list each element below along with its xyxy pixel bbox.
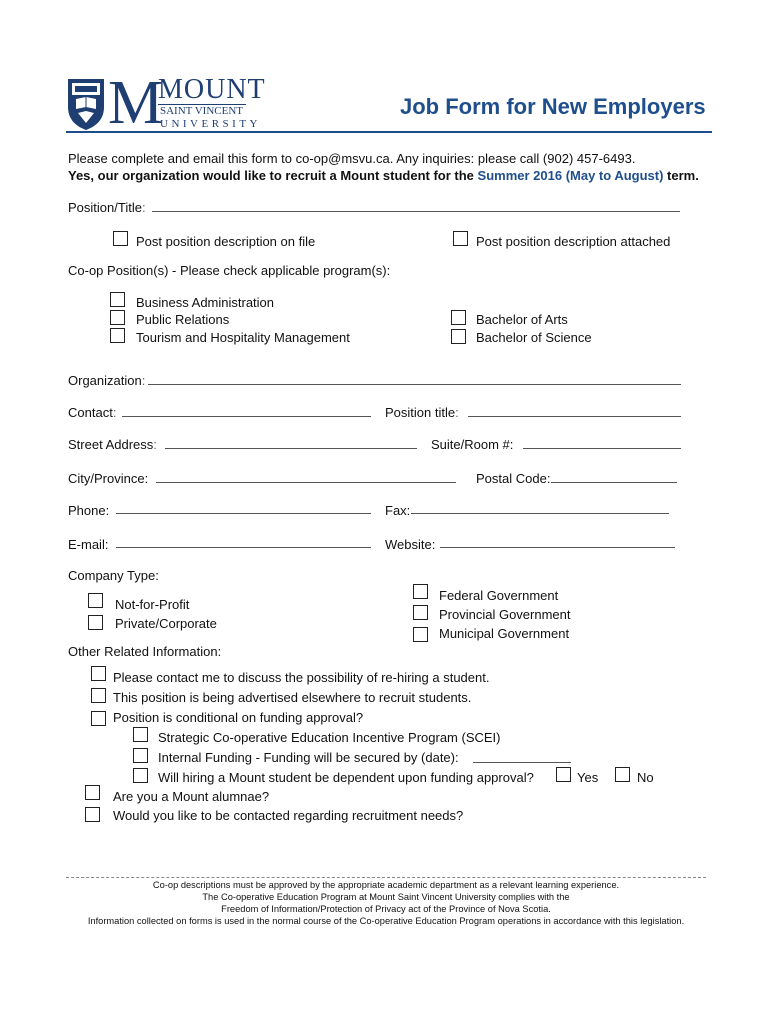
intro-line-2: Yes, our organization would like to recruit a Mount student for the Summer 2016 (May to August) term. bbox=[68, 168, 699, 183]
municipal-gov-checkbox[interactable] bbox=[413, 627, 428, 642]
program-ba-checkbox[interactable] bbox=[451, 310, 466, 325]
position-on-file-checkbox[interactable] bbox=[113, 231, 128, 246]
title-rule bbox=[66, 131, 712, 133]
program-pr-checkbox[interactable] bbox=[110, 310, 125, 325]
postal-code-field[interactable] bbox=[551, 482, 677, 483]
programs-heading: Co-op Position(s) - Please check applicable program(s): bbox=[68, 263, 391, 278]
contact-label: Contact: bbox=[68, 405, 117, 420]
website-field[interactable] bbox=[440, 547, 675, 548]
alumnae-checkbox[interactable] bbox=[85, 785, 100, 800]
no-label: No bbox=[637, 770, 654, 785]
conditional-label: Position is conditional on funding approval? bbox=[113, 710, 364, 725]
program-ba-label: Bachelor of Arts bbox=[476, 312, 568, 327]
email-label: E-mail: bbox=[68, 537, 109, 552]
internal-funding-label: Internal Funding - Funding will be secured by (date): bbox=[158, 750, 459, 765]
position-title-field-2[interactable] bbox=[468, 416, 681, 417]
private-corporate-label: Private/Corporate bbox=[115, 616, 217, 631]
footer-line-2: The Co-operative Education Program at Mount Saint Vincent University complies with the bbox=[202, 892, 570, 902]
dependent-label: Will hiring a Mount student be dependent upon funding approval? bbox=[158, 770, 534, 785]
email-field[interactable] bbox=[116, 547, 371, 548]
private-corporate-checkbox[interactable] bbox=[88, 615, 103, 630]
city-province-label: City/Province: bbox=[68, 471, 149, 486]
other-info-heading: Other Related Information: bbox=[68, 644, 222, 659]
logo-word-svu: SAINT VINCENT bbox=[160, 105, 244, 117]
program-bsc-label: Bachelor of Science bbox=[476, 330, 592, 345]
rehire-label: Please contact me to discuss the possibility of re-hiring a student. bbox=[113, 670, 490, 685]
suite-label: Suite/Room #: bbox=[431, 437, 514, 452]
phone-field[interactable] bbox=[116, 513, 371, 514]
rehire-checkbox[interactable] bbox=[91, 666, 106, 681]
term-highlight: Summer 2016 (May to August) bbox=[477, 168, 664, 183]
position-attached-label: Post position description attached bbox=[476, 234, 671, 249]
contact-field[interactable] bbox=[122, 416, 371, 417]
alumnae-label: Are you a Mount alumnae? bbox=[113, 789, 270, 804]
position-attached-checkbox[interactable] bbox=[453, 231, 468, 246]
contacted-checkbox[interactable] bbox=[85, 807, 100, 822]
scei-checkbox[interactable] bbox=[133, 727, 148, 742]
position-title-label-2: Position title: bbox=[385, 405, 459, 420]
postal-code-label: Postal Code: bbox=[476, 471, 551, 486]
federal-gov-checkbox[interactable] bbox=[413, 584, 428, 599]
footer-line-1: Co-op descriptions must be approved by the appropriate academic department as a relevant learning experience. bbox=[152, 880, 620, 890]
university-logo bbox=[66, 69, 266, 137]
dependent-checkbox[interactable] bbox=[133, 768, 148, 783]
program-bba-checkbox[interactable] bbox=[110, 292, 125, 307]
suite-field[interactable] bbox=[523, 448, 681, 449]
program-bsc-checkbox[interactable] bbox=[451, 329, 466, 344]
fax-field[interactable] bbox=[411, 513, 669, 514]
yes-checkbox[interactable] bbox=[556, 767, 571, 782]
contacted-label: Would you like to be contacted regarding recruitment needs? bbox=[113, 808, 464, 823]
position-title-field[interactable] bbox=[152, 211, 680, 212]
street-address-label: Street Address: bbox=[68, 437, 157, 452]
fax-label: Fax: bbox=[385, 503, 411, 518]
footer-rule bbox=[66, 877, 706, 878]
street-address-field[interactable] bbox=[165, 448, 417, 449]
not-for-profit-checkbox[interactable] bbox=[88, 593, 103, 608]
municipal-gov-label: Municipal Government bbox=[439, 626, 570, 641]
phone-label: Phone: bbox=[68, 503, 110, 518]
organization-label: Organization: bbox=[68, 373, 146, 388]
position-on-file-label: Post position description on file bbox=[136, 234, 316, 249]
logo-word-university: UNIVERSITY bbox=[160, 118, 261, 130]
page-title: Job Form for New Employers bbox=[400, 94, 706, 119]
internal-funding-checkbox[interactable] bbox=[133, 748, 148, 763]
yes-label: Yes bbox=[577, 770, 599, 785]
program-pr-label: Public Relations bbox=[136, 312, 230, 327]
footer-line-4: Information collected on forms is used in the normal course of the Co-operative Education Program operations in accordance with this legislation. bbox=[87, 916, 685, 926]
provincial-gov-label: Provincial Government bbox=[439, 607, 571, 622]
crest-icon bbox=[66, 77, 106, 131]
advertised-label: This position is being advertised elsewhere to recruit students. bbox=[113, 690, 472, 705]
program-thm-checkbox[interactable] bbox=[110, 328, 125, 343]
program-thm-label: Tourism and Hospitality Management bbox=[136, 330, 350, 345]
funding-date-field[interactable] bbox=[473, 762, 571, 763]
logo-word-mount: MOUNT bbox=[158, 74, 266, 105]
scei-label: Strategic Co-operative Education Incentive Program (SCEI) bbox=[158, 730, 501, 745]
not-for-profit-label: Not-for-Profit bbox=[115, 597, 190, 612]
website-label: Website: bbox=[385, 537, 436, 552]
city-province-field[interactable] bbox=[156, 482, 456, 483]
program-bba-label: Business Administration bbox=[136, 295, 275, 310]
intro-line-1: Please complete and email this form to co-op@msvu.ca. Any inquiries: please call (902) 457-6493. bbox=[68, 151, 636, 166]
advertised-checkbox[interactable] bbox=[91, 688, 106, 703]
company-type-heading: Company Type: bbox=[68, 568, 159, 583]
logo-m: M bbox=[108, 69, 164, 137]
conditional-checkbox[interactable] bbox=[91, 711, 106, 726]
organization-field[interactable] bbox=[148, 384, 681, 385]
position-title-label: Position/Title: bbox=[68, 200, 146, 215]
footer-line-3: Freedom of Information/Protection of Privacy act of the Province of Nova Scotia. bbox=[221, 904, 551, 914]
no-checkbox[interactable] bbox=[615, 767, 630, 782]
provincial-gov-checkbox[interactable] bbox=[413, 605, 428, 620]
federal-gov-label: Federal Government bbox=[439, 588, 559, 603]
